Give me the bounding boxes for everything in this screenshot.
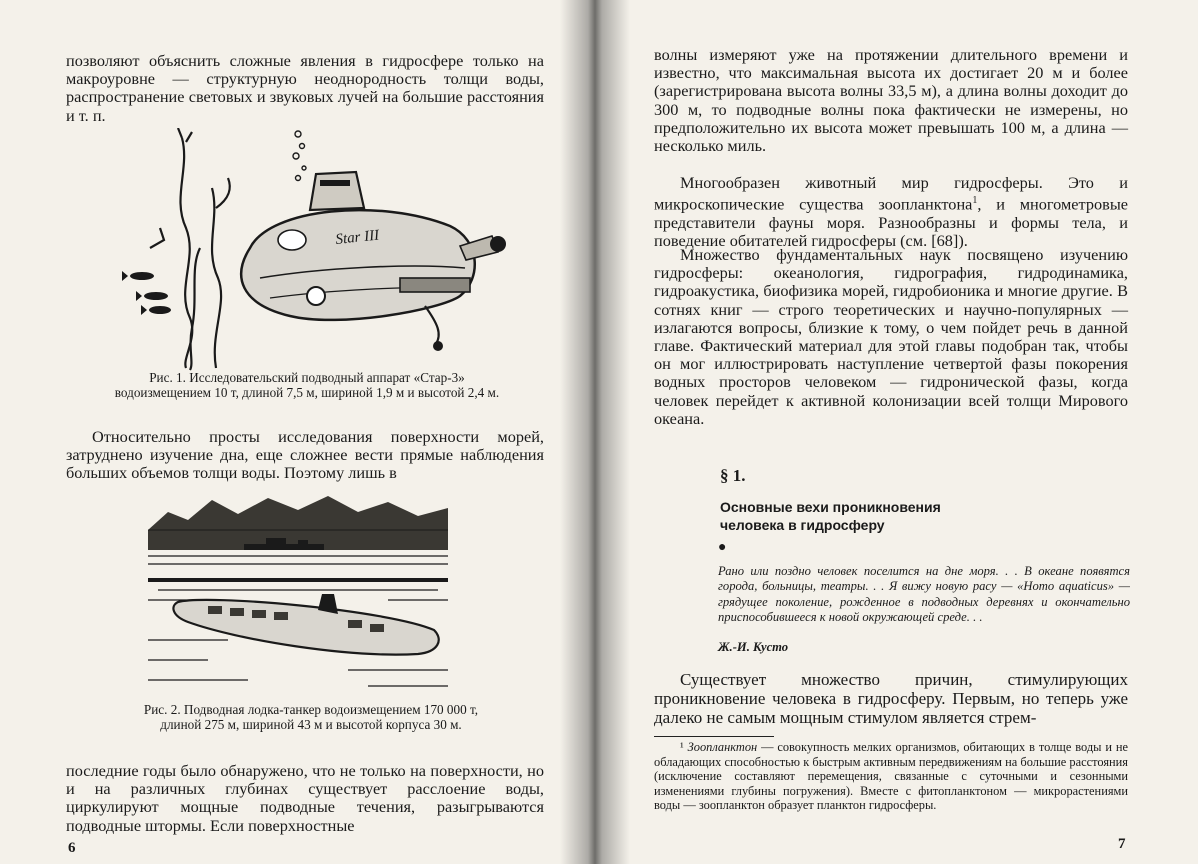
footnote-rule <box>654 736 774 737</box>
right-page-number: 7 <box>1118 836 1126 852</box>
seaweed-drawing <box>150 128 230 370</box>
left-page-number: 6 <box>68 840 76 856</box>
right-paragraph-3: Множество фундаментальных наук посвящено изучению гидросферы: океанология, гидрография, гидродинамика, гидроакустика, биофизика морей, гидробионика и многие другие. В сотнях книг — строго теоретических и научно-популярных — излагаются вопросы, близкие к тому, о чем пойдет речь в данной главе. Фактический материал для этой главы подобран так, чтобы он мог иллюстрировать наступление четвертой фазы покорения водных просторов человеком — гидронической фазы, когда человек перейдет к активной колонизации всей толщи Мирового океана. <box>654 245 1128 428</box>
right-paragraph-4: Существует множество причин, стимулирующих проникновение человека в гидросферу. Первым, но теперь уже далеко не самым мощным стимулом является стрем- <box>654 670 1128 727</box>
para2-text-after: , и многометровые представители фауны моря. Разнообразны и формы тела, и поведение обитателей гидросферы (см. [68]). <box>654 194 1128 251</box>
section-title <box>720 498 1080 534</box>
left-top-paragraph: позволяют объяснить сложные явления в гидросфере только на макроуровне — структурную неоднородность толщи воды, распространение световых и звуковых лучей на большие расстояния и т. п. <box>66 51 544 125</box>
fish-group <box>122 271 171 315</box>
epigraph: Рано или поздно человек поселится на дне моря. . . В океане появятся города, больницы, театры. . . Я вижу новую расу — «Homo aquaticus» — грядущее поколение, рожденное в подводных деревнях и окончательно приспособившееся к новой окружающей среде. . . <box>718 564 1130 625</box>
left-middle-paragraph: Относительно просты исследования поверхности морей, затруднено изучение дна, еще сложнее вести прямые наблюдения больших объемов толщи воды. Поэтому лишь в <box>66 427 544 483</box>
submarine-hull-label: Star III <box>334 227 380 248</box>
epigraph-author: Ж.-И. Кусто <box>718 640 789 654</box>
figure-2-submarine-tanker-illustration <box>148 490 448 696</box>
left-bottom-paragraph: последние годы было обнаружено, что не только на поверхности, но и на различных глубинах существует расслоение воды, циркулируют мощные подводные течения, разыгрываются подводные штормы. Если поверхностные <box>66 761 544 835</box>
footnote-reference: 1 <box>972 195 978 207</box>
footnote-term: Зоопланктон <box>687 740 758 754</box>
section-mark: § 1. <box>720 466 746 485</box>
footnote <box>654 740 1128 813</box>
section-title-line-1: Основные вехи проникновения <box>720 499 941 515</box>
footnote-text: — совокупность мелких организмов, обитающих в толще воды и не обладающих способностью к быстрым активным передвижениям на большие расстояния (исключение составляют перемещения, связанные с суточными и сезонными изменениями глубины погружения). Вместе с фитопланктоном — микрорастениями воды — зоопланктон образует планктон гидросферы. <box>654 740 1128 812</box>
right-paragraph-2 <box>654 174 1128 250</box>
section-title-line-2: человека в гидросферу <box>720 517 885 533</box>
submarine-hull <box>241 172 506 351</box>
para2-text-before: Многообразен животный мир гидросферы. Это и микроскопические существа зоопланктона <box>654 173 1128 214</box>
bubbles <box>293 131 306 181</box>
right-paragraph-1: волны измеряют уже на протяжении длительного времени и известно, что максимальная высота их достигает 20 м и более (зарегистрирована высота волны 33,5 м), а длина волны доходит до 300 м, то подводные волны пока фактически не измерены, но предположительно их высота может превышать 100 м, а длина — несколько миль. <box>654 45 1128 156</box>
figure-1-submarine-illustration <box>120 128 520 373</box>
figure-2-caption: Рис. 2. Подводная лодка-танкер водоизмещением 170 000 т, длиной 275 м, шириной 43 м и высотой корпуса 30 м. <box>143 702 479 732</box>
left-page <box>0 0 590 864</box>
figure-1-caption: Рис. 1. Исследовательский подводный аппарат «Стар-3» водоизмещением 10 т, длиной 7,5 м, шириной 1,9 м и высотой 2,4 м. <box>114 370 500 400</box>
footnote-mark: ¹ <box>680 740 684 754</box>
bullet-marker: ● <box>718 540 727 555</box>
right-page <box>598 0 1198 864</box>
submarine-tanker <box>173 594 438 655</box>
